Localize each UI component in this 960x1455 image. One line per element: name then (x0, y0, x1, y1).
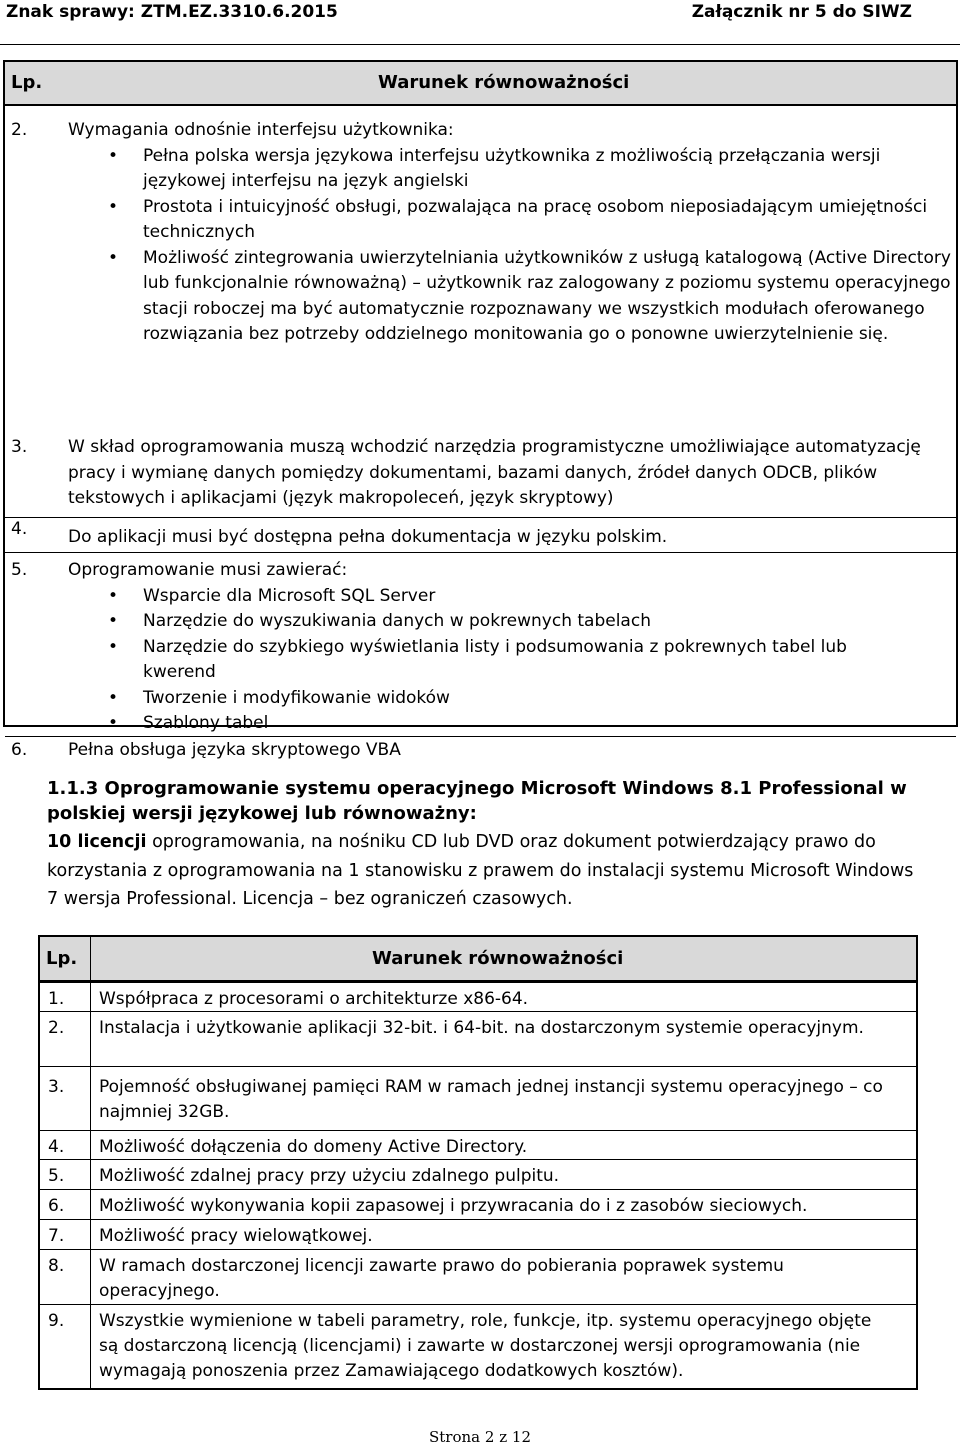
row-number: 2. (48, 1018, 65, 1038)
case-number: Znak sprawy: ZTM.EZ.3310.6.2015 (6, 2, 338, 22)
column-title: Warunek równoważności (378, 72, 630, 93)
row-divider (5, 736, 956, 737)
table-row (11, 435, 951, 515)
row-intro: Oprogramowanie musi zawierać: (68, 560, 348, 580)
list-item: • Wsparcie dla Microsoft SQL Server (108, 584, 898, 610)
table-row (40, 1249, 916, 1304)
attachment-label: Załącznik nr 5 do SIWZ (691, 2, 912, 22)
table-row (40, 1304, 916, 1390)
row-number: 5. (48, 1166, 65, 1186)
row-text: Możliwość zdalnej pracy przy użyciu zdalnego pulpitu. (99, 1166, 560, 1186)
row-text: Wszystkie wymienione w tabeli parametry, role, funkcje, itp. systemu operacyjnego objęte są dostarczoną licencją (licencjami) i zawarte w dostarczonej wersji oprogramowania (nie wymagają ponoszenia przez Zamawiającego dodatkowych kosztów). (99, 1311, 872, 1381)
row-number: 5. (11, 560, 28, 580)
table-row (40, 1159, 916, 1189)
column-title: Warunek równoważności (372, 948, 624, 969)
license-paragraph (47, 828, 917, 914)
section-heading: 1.1.3 Oprogramowanie systemu operacyjnego Microsoft Windows 8.1 Professional w polskiej wersji językowej lub równoważny: (47, 778, 907, 824)
row-number: 8. (48, 1256, 65, 1276)
row-text: Możliwość wykonywania kopii zapasowej i przywracania do i z zasobów sieciowych. (99, 1196, 808, 1216)
row-text: W ramach dostarczonej licencji zawarte prawo do pobierania poprawek systemu operacyjnego. (99, 1256, 784, 1301)
page-header (0, 0, 960, 28)
list-item: • Narzędzie do szybkiego wyświetlania listy i podsumowania z pokrewnych tabel lub kwerend (108, 635, 898, 686)
row-text: Możliwość pracy wielowątkowej. (99, 1226, 373, 1246)
row-text: Możliwość dołączenia do domeny Active Directory. (99, 1137, 528, 1157)
row-number: 9. (48, 1311, 65, 1331)
page-total: 12 (511, 1428, 531, 1446)
requirements-table-1 (3, 60, 958, 760)
row-number: 6. (11, 740, 28, 760)
table-row (40, 1130, 916, 1159)
table-row (40, 1219, 916, 1249)
row-number: 3. (48, 1077, 65, 1097)
row-text: Do aplikacji musi być dostępna pełna dokumentacja w języku polskim. (68, 527, 668, 547)
column-lp: Lp. (11, 72, 43, 93)
requirements-table-2 (38, 935, 918, 1390)
list-item: • Pełna polska wersja językowa interfejsu użytkownika z możliwością przełączania wersji językowej interfejsu na język angielski (108, 144, 958, 195)
column-lp: Lp. (46, 948, 78, 969)
row-number: 4. (48, 1137, 65, 1157)
table-row (40, 982, 916, 1011)
table-row (11, 118, 951, 434)
table-header (40, 937, 916, 982)
table-row (40, 1011, 916, 1066)
table-header (5, 62, 956, 106)
table-row (11, 521, 951, 551)
license-count: 10 licencji (47, 832, 147, 852)
table-row (40, 1066, 916, 1130)
row-number: 1. (48, 989, 65, 1009)
row-number: 4. (11, 519, 28, 539)
list-item: • Możliwość zintegrowania uwierzytelniania użytkowników z usługą katalogową (Active Directory lub funkcjonalnie równoważną) – użytkownik raz zalogowany z poziomu systemu operacyjnego stacji roboczej ma być automatycznie rozpoznawany we wszystkich modułach oferowanego rozwiązania bez potrzeby oddzielnego monitowania go o ponowne uwierzytelnienie się. (108, 246, 958, 348)
row-text: Instalacja i użytkowanie aplikacji 32-bit. i 64-bit. na dostarczonym systemie operacyjnym. (99, 1018, 864, 1038)
list-item: • Narzędzie do wyszukiwania danych w pokrewnych tabelach (108, 609, 898, 635)
row-divider (5, 517, 956, 518)
bullet-list (108, 584, 898, 737)
footer-prefix: Strona (429, 1428, 481, 1446)
page-number: 2 (484, 1428, 495, 1446)
bullet-list (108, 144, 958, 348)
row-intro: Wymagania odnośnie interfejsu użytkownika: (68, 120, 454, 140)
header-divider (0, 44, 960, 45)
footer-separator: z (499, 1428, 508, 1446)
row-text: Pojemność obsługiwanej pamięci RAM w ramach jednej instancji systemu operacyjnego – co najmniej 32GB. (99, 1077, 883, 1122)
row-text: W skład oprogramowania muszą wchodzić narzędzia programistyczne umożliwiające automatyzację pracy i wymianę danych pomiędzy dokumentami, bazami danych, źródeł danych ODCB, plików tekstowych i aplikacjami (język makropoleceń, język skryptowy) (68, 437, 921, 508)
row-number: 3. (11, 437, 28, 457)
page-footer (0, 1428, 960, 1446)
row-number: 7. (48, 1226, 65, 1246)
row-number: 2. (11, 120, 28, 140)
list-item: • Tworzenie i modyfikowanie widoków (108, 686, 898, 712)
list-item: • Szablony tabel (108, 711, 898, 737)
table-row (40, 1189, 916, 1219)
row-text: Pełna obsługa języka skryptowego VBA (68, 740, 401, 760)
list-item: • Prostota i intuicyjność obsługi, pozwalająca na pracę osobom nieposiadającym umiejętności technicznych (108, 195, 958, 246)
table-row (11, 558, 951, 738)
license-text: oprogramowania, na nośniku CD lub DVD oraz dokument potwierdzający prawo do korzystania z oprogramowania na 1 stanowisku z prawem do instalacji systemu Microsoft Windows 7 wersja Professional. Licencja – bez ograniczeń czasowych. (47, 832, 914, 909)
table-row (11, 738, 951, 768)
row-divider (5, 552, 956, 553)
row-number: 6. (48, 1196, 65, 1216)
row-text: Współpraca z procesorami o architekturze x86-64. (99, 989, 529, 1009)
